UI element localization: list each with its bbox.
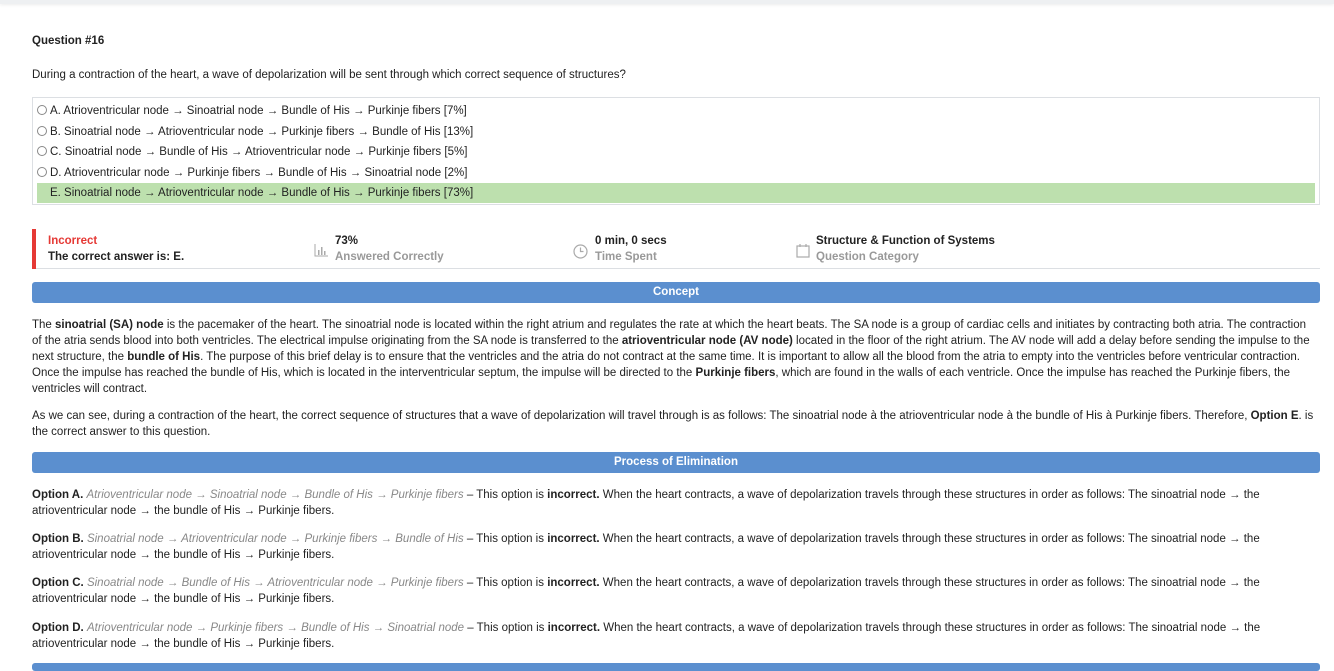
calendar-icon [796, 243, 810, 261]
status-indicator-bar [32, 229, 36, 269]
top-bar [0, 0, 1334, 4]
question-category: Structure & Function of Systems [816, 235, 995, 247]
answer-options [32, 97, 1320, 205]
percent-label: Answered Correctly [335, 251, 444, 263]
concept-paragraph-2: As we can see, during a contraction of the heart, the correct sequence of structures that a wave of depolarization will travel through is as follows: The sinoatrial node à the atrioventricular node à the bundle of His à Purkinje fibers. Therefore, Option E. is the correct answer to this question. [32, 410, 1314, 438]
radio-icon[interactable] [37, 105, 47, 115]
time-spent: 0 min, 0 secs [595, 235, 667, 247]
question-text: During a contraction of the heart, a wave of depolarization will be sent through which correct sequence of structures? [32, 69, 626, 81]
concept-paragraph-1: The sinoatrial (SA) node is the pacemaker of the heart. The sinoatrial node is located within the right atrium and regulates the rate at which the heart beats. The SA node is a group of cardiac cells and initiates by contracting both atria. The contraction of the atria sends blood into both ventricles. The electrical impulse originating from the SA node is transferred to the atrioventricular node (AV node) located in the floor of the right atrium. The AV node will add a delay before sending the impulse to the next structure, the bundle of His. The purpose of this brief delay is to ensure that the ventricles and the atria do not contract at the same time. It is important to allow all the blood from the atria to empty into the ventricles before ventricular contraction. Once the impulse has reached the bundle of His, which is located in the interventricular septum, the impulse will be directed to the Purkinje fibers, which are found in the walls of each ventricle. Once the impulse has reached the Purkinje fibers, the ventricles will contract. [32, 319, 1310, 395]
option-label: A. Atrioventricular node → Sinoatrial node → Bundle of His → Purkinje fibers [7%] [50, 105, 467, 117]
option-a[interactable] [37, 101, 1315, 121]
radio-icon[interactable] [37, 167, 47, 177]
option-label: E. Sinoatrial node → Atrioventricular node → Bundle of His → Purkinje fibers [73%] [50, 187, 474, 199]
concept-header: Concept [32, 282, 1320, 303]
option-e-correct[interactable] [37, 183, 1315, 203]
option-d[interactable] [37, 163, 1315, 183]
correct-answer-text: The correct answer is: E. [48, 251, 185, 263]
percent-correct: 73% [335, 235, 359, 247]
option-label: D. Atrioventricular node → Purkinje fibers → Bundle of His → Sinoatrial node [2%] [50, 166, 468, 179]
option-label: B. Sinoatrial node → Atrioventricular node → Purkinje fibers → Bundle of His [13%] [50, 125, 474, 138]
option-c[interactable] [37, 142, 1315, 162]
clock-icon [573, 244, 588, 262]
elimination-option-b: Option B. Sinoatrial node → Atrioventricular node → Purkinje fibers → Bundle of His – This option is incorrect. When the heart contracts, a wave of depolarization travels through these structures in order as follows: The sinoatrial node → the atrioventricular node → the bundle of His → Purkinje fibers. [32, 533, 1260, 561]
radio-icon[interactable] [37, 126, 47, 136]
option-b[interactable] [37, 122, 1315, 142]
result-status: Incorrect [48, 235, 98, 247]
bar-chart-icon [314, 244, 329, 260]
elimination-header: Process of Elimination [32, 452, 1320, 473]
result-stats [32, 229, 1320, 269]
elimination-option-c: Option C. Sinoatrial node → Bundle of His → Atrioventricular node → Purkinje fibers – This option is incorrect. When the heart contracts, a wave of depolarization travels through these structures in order as follows: The sinoatrial node → the atrioventricular node → the bundle of His → Purkinje fibers. [32, 577, 1260, 605]
next-section-header [32, 663, 1320, 671]
time-label: Time Spent [595, 251, 657, 263]
option-label: C. Sinoatrial node → Bundle of His → Atrioventricular node → Purkinje fibers [5%] [50, 146, 468, 158]
question-number: Question #16 [32, 35, 105, 47]
radio-icon[interactable] [37, 146, 47, 156]
elimination-option-d: Option D. Atrioventricular node → Purkinje fibers → Bundle of His → Sinoatrial node – This option is incorrect. When the heart contracts, a wave of depolarization travels through these structures in order as follows: The sinoatrial node → the atrioventricular node → the bundle of His → Purkinje fibers. [32, 622, 1261, 650]
elimination-option-a: Option A. Atrioventricular node → Sinoatrial node → Bundle of His → Purkinje fibers – This option is incorrect. When the heart contracts, a wave of depolarization travels through these structures in order as follows: The sinoatrial node → the atrioventricular node → the bundle of His → Purkinje fibers. [32, 489, 1260, 517]
category-label: Question Category [816, 251, 919, 263]
